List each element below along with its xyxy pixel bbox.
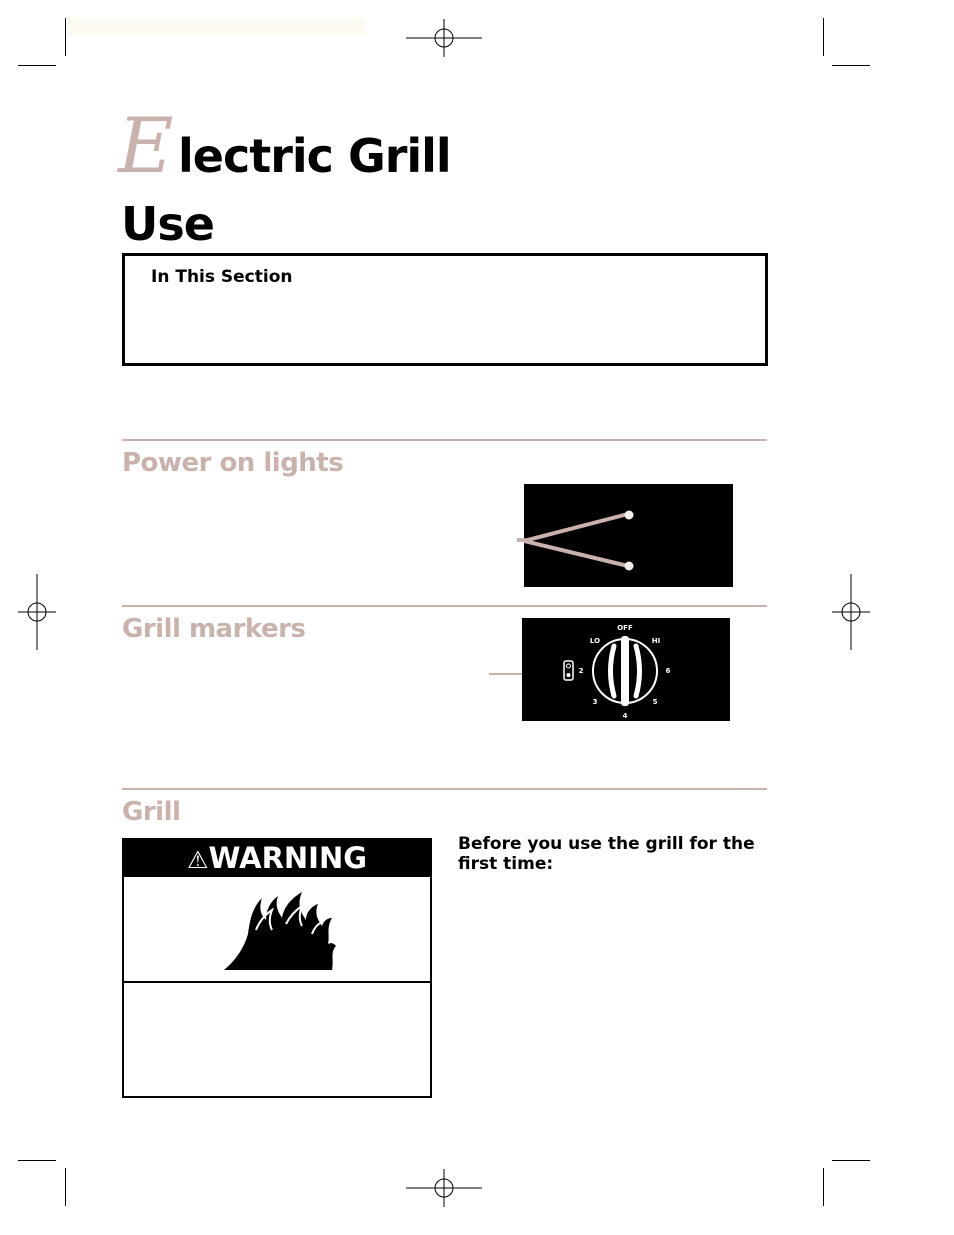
crop-mark-tl-v <box>65 18 66 56</box>
knob-pointer <box>621 636 629 706</box>
section-rule-grill <box>122 788 767 790</box>
title-initial-letter: E <box>118 101 174 190</box>
heading-grill: Grill <box>122 797 181 827</box>
control-knob-diagram <box>522 618 730 721</box>
warning-box <box>122 838 432 1098</box>
crop-mark-br-v <box>823 1168 824 1206</box>
page-title-line2: Use <box>121 197 214 251</box>
page-title: lectric Grill <box>178 129 451 183</box>
registration-mark-bottom <box>406 1169 482 1207</box>
knob-label-off: OFF <box>617 624 633 632</box>
power-light-lower <box>625 562 634 571</box>
knob-label-5: 5 <box>652 698 658 706</box>
warning-header <box>124 840 430 877</box>
grill-control-knob-illustration <box>522 618 730 721</box>
section-rule-power-on-lights <box>122 439 767 441</box>
knob-label-hi: HI <box>651 637 661 645</box>
in-this-section-box <box>122 253 768 366</box>
warning-triangle-icon: ⚠ <box>186 846 209 874</box>
power-lights-callout-leader <box>517 538 525 542</box>
heading-grill-markers: Grill markers <box>122 614 306 644</box>
power-lights-illustration <box>524 484 733 587</box>
power-light-upper <box>625 511 634 520</box>
warning-divider <box>124 981 430 983</box>
crop-mark-tr-h <box>832 65 870 66</box>
fire-hazard-icon <box>222 890 338 972</box>
knob-label-3: 3 <box>592 698 598 706</box>
section-rule-grill-markers <box>122 605 767 607</box>
crop-mark-bl-v <box>65 1168 66 1206</box>
grill-first-use-heading: Before you use the grill for the first time: <box>458 834 755 874</box>
warning-label: WARNING <box>208 841 368 875</box>
callout-line-upper <box>524 514 628 541</box>
knob-label-2: 2 <box>578 667 584 675</box>
registration-mark-left <box>18 574 56 650</box>
in-this-section-label: In This Section <box>151 267 293 287</box>
registration-mark-right <box>832 574 870 650</box>
knob-label-6: 6 <box>665 667 671 675</box>
callout-line-lower <box>524 541 628 566</box>
heading-power-on-lights: Power on lights <box>122 448 344 478</box>
knob-label-4: 4 <box>622 712 628 720</box>
crop-mark-br-h <box>832 1160 870 1161</box>
crop-mark-tr-v <box>823 18 824 56</box>
registration-mark-top <box>406 19 482 57</box>
crop-mark-bl-h <box>18 1160 56 1161</box>
header-tint-band <box>68 18 366 36</box>
power-lights-callout-lines <box>524 484 733 587</box>
crop-mark-tl-h <box>18 65 56 66</box>
knob-label-lo: LO <box>589 637 601 645</box>
